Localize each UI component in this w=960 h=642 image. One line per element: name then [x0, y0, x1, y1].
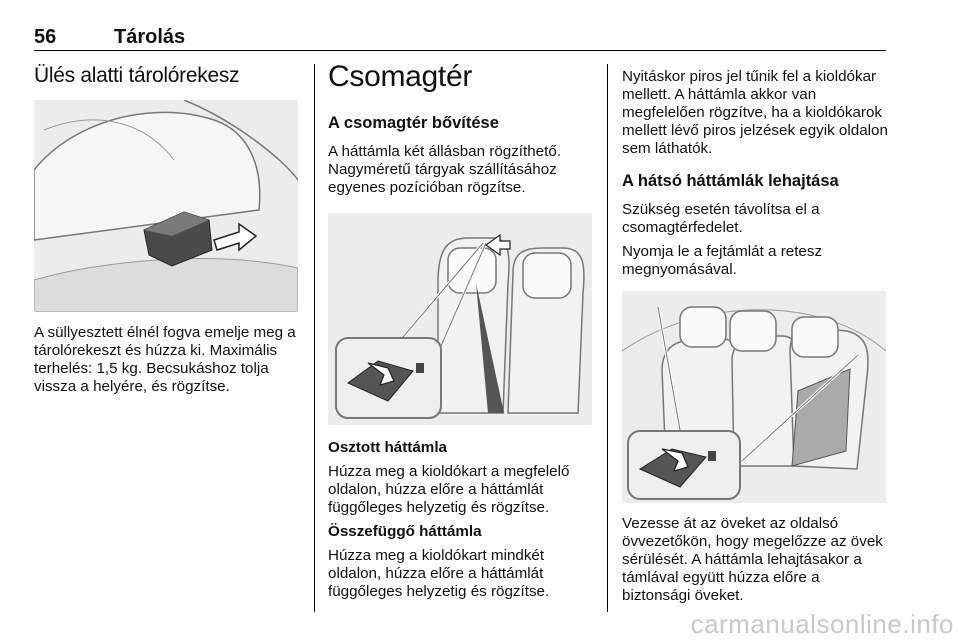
rear-seats-drawing [622, 291, 886, 503]
column-divider [314, 64, 315, 612]
page-header [34, 26, 886, 51]
column-1 [34, 60, 300, 396]
seatback-latch-illustration [328, 213, 592, 425]
column-2 [328, 60, 592, 601]
column-3 [622, 60, 888, 605]
watermark: carmanualsonline.info [690, 609, 954, 639]
remove-cover-text: Szükség esetén távolítsa el a csomagtérfedelet. [622, 201, 820, 236]
red-indicator-text: Nyitáskor piros jel tűnik fel a kioldókar mellett. A háttámla akkor van megfelelően rögzítve, ha a kioldókarok mellett lévő piros jelzések egyik oldalon sem láthatók. [622, 68, 888, 157]
storage-text: A süllyesztett élnél fogva emelje meg a tárolórekeszt és húzza ki. Maximális terhelés: 1,5 kg. Becsukáshoz tolja vissza a helyére, és rögzítse. [34, 324, 296, 395]
seat-drawer-drawing [34, 100, 298, 312]
trunk-expansion-heading: A csomagtér bővítése [328, 114, 499, 132]
trunk-intro-text: A háttámla két állásban rögzíthető. Nagyméretű tárgyak szállításához egyenes pozícióban rögzítse. [328, 143, 562, 196]
column-divider [607, 64, 608, 612]
seatback-drawing [328, 213, 592, 425]
section-title: Tárolás [114, 26, 186, 48]
split-backrest-text: Húzza meg a kioldókart a megfelelő oldalon, húzza előre a háttámlát függőleges helyzetig és rögzítse. [328, 463, 570, 516]
trunk-heading: Csomagtér [328, 60, 473, 93]
under-seat-storage-illustration [34, 100, 298, 312]
split-backrest-heading: Osztott háttámla [328, 439, 447, 456]
joined-backrest-heading: Összefüggő háttámla [328, 523, 482, 540]
storage-heading: Ülés alatti tárolórekesz [34, 64, 240, 87]
lower-headrest-text: Nyomja le a fejtámlát a retesz megnyomásával. [622, 243, 823, 278]
fold-backrest-heading: A hátsó háttámlák lehajtása [622, 172, 839, 190]
joined-backrest-text: Húzza meg a kioldókart mindkét oldalon, húzza előre a háttámlát függőleges helyzetig és rögzítse. [328, 547, 550, 600]
guide-belts-text: Vezesse át az öveket az oldalsó övvezetőkön, hogy megelőzze az övek sérülését. A háttámla lehajtásakor a támlával együtt húzza előre a biztonsági öveket. [622, 515, 883, 604]
folding-seats-illustration [622, 291, 886, 503]
page-number: 56 [34, 26, 57, 48]
